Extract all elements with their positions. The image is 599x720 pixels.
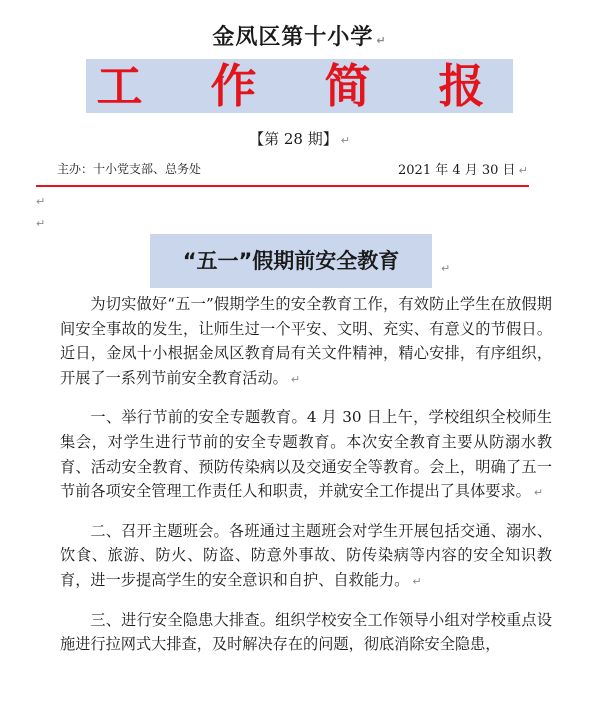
- issue-number-text: 【第 28 期】: [249, 130, 338, 148]
- article-title: [150, 234, 432, 288]
- empty-paragraph: [33, 190, 45, 209]
- publication-title: [0, 58, 599, 114]
- issue-number: [0, 128, 599, 149]
- body-paragraph: [60, 608, 552, 657]
- body-paragraph-text: 为切实做好“五一”假期学生的安全教育工作，有效防止学生在放假期间安全事故的发生，让师生过一个平安、文明、充实、有意义的节假日。近日，金凤十小根据金凤区教育局有关文件精神，精心安排，有序组织，开展了一系列节前安全教育活动。: [60, 295, 552, 387]
- school-name-text: 金凤区第十小学: [212, 24, 374, 50]
- publication-title-text: 工 作 简 报: [86, 59, 512, 113]
- empty-paragraph: [33, 212, 45, 231]
- body-paragraph: [60, 405, 552, 505]
- body-paragraph: [60, 519, 552, 595]
- paragraph-mark-icon: ↵: [290, 372, 301, 386]
- body-paragraph-text: 二、召开主题班会。各班通过主题班会对学生开展包括交通、溺水、饮食、旅游、防火、防盗、防意外事故、防传染病等内容的安全知识教育，进一步提高学生的安全意识和自护、自救能力。: [60, 521, 552, 589]
- paragraph-mark-icon: ↵: [340, 134, 350, 147]
- school-name: [0, 20, 599, 51]
- paragraph-mark-wrap: [438, 257, 450, 276]
- body-paragraph-text: 三、进行安全隐患大排查。组织学校安全工作领导小组对学校重点设施进行拉网式大排查，及时解决存在的问题，彻底消除安全隐患，: [60, 610, 552, 654]
- paragraph-mark-icon: ↵: [36, 217, 46, 230]
- paragraph-mark-icon: ↵: [376, 34, 387, 47]
- sponsor-text: 主办：十小党支部、总务处: [57, 162, 202, 176]
- paragraph-mark-icon: ↵: [533, 486, 544, 500]
- paragraph-mark-icon: ↵: [412, 574, 422, 588]
- paragraph-mark-icon: ↵: [441, 262, 451, 275]
- masthead-divider: [36, 185, 529, 187]
- article-title-text: “五一”假期前安全教育: [182, 249, 400, 273]
- paragraph-mark-icon: ↵: [36, 195, 46, 208]
- article-body: [60, 292, 552, 670]
- paragraph-mark-icon: ↵: [518, 164, 528, 177]
- sponsor-line: [57, 160, 201, 177]
- body-paragraph-text: 一、举行节前的安全专题教育。4 月 30 日上午，学校组织全校师生集会，对学生进行节前的安全专题教育。本次安全教育主要从防溺水教育、活动安全教育、预防传染病以及交通安全等教育。会上，明确了五一节前各项安全管理工作责任人和职责，并就安全工作提出了具体要求。: [60, 408, 552, 501]
- issue-date: [398, 159, 528, 178]
- issue-date-text: 2021 年 4 月 30 日: [398, 163, 516, 178]
- body-paragraph: [60, 292, 552, 392]
